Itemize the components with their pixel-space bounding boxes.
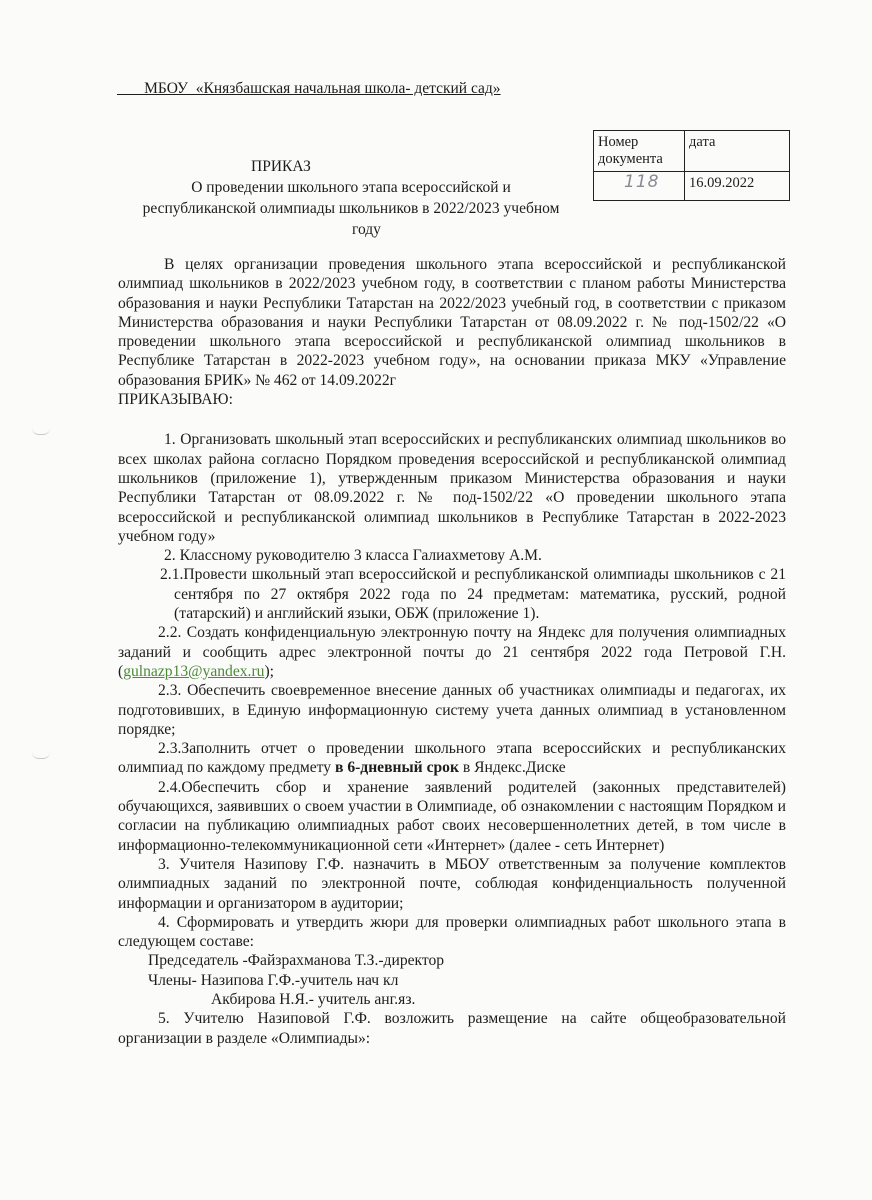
doc-number-header: Номер документа [594, 131, 685, 172]
report-deadline: в 6-дневный срок [335, 759, 459, 777]
order-subject-line-3: году [352, 221, 381, 238]
order-subject-line-1: О проведении школьного этапа всероссийской и [191, 179, 511, 196]
punch-hole-mark [32, 752, 50, 759]
item-2-4: 2.4.Обеспечить сбор и хранение заявлений родителей (законных представителей) обучающихся, заявивших о своем участии в Олимпиаде, об ознакомлении с настоящим Порядком и согласии на публикацию олимпиадных работ своих несовершеннолетних детей, в том числе в информационно-телекоммуникационной сети «Интернет» (далее - сеть Интернет) [118, 778, 786, 854]
item-3: 3. Учителя Назипову Г.Ф. назначить в МБОУ ответственным за получение комплектов олимпиадных заданий по электронной почте, соблюдая конфиденциальность полученной информации и организатором в аудитории; [118, 855, 786, 912]
report-text-end: в Яндекс.Диске [458, 759, 566, 777]
jury-chair: Председатель -Файзрахманова Т.З.-директор [148, 952, 445, 970]
jury-members: Члены- Назипова Г.Ф.-учитель нач кл [148, 971, 399, 989]
handwritten-doc-number: 118 [624, 172, 660, 192]
item-2-1: 2.1.Провести школьный этап всероссийской и республиканской олимпиады школьников с 21 сентября по 27 октября 2022 года по 24 предметам: математика, русский, родной (татарский) и английский языки, ОБЖ (приложение 1). [160, 566, 786, 623]
order-title-block [112, 156, 590, 240]
doc-date-header: дата [685, 131, 790, 172]
preamble-paragraph: В целях организации проведения школьного этапа всероссийской и республиканской олимпиад школьников в 2022/2023 учебном году, в соответствии с планом работы Министерства образования и науки Республики Татарстан на 2022/2023 учебный год, в соответствии с приказом Министерства образования и науки Республики Татарстан от 08.09.2022 г. № под-1502/22 «О проведении школьного этапа всероссийской и республиканской олимпиад школьников в Республике Татарстан в 2022-2023 учебном году», на основании приказа МКУ «Управление образования БРИК» № 462 от 14.09.2022г [118, 256, 786, 389]
item-2-2-text: 2.2. Создать конфиденциальную электронную почту на Яндекс для получения олимпиадных заданий и сообщить адрес электронной почты до 21 сентября 2022 года Петровой Г.Н. ( [118, 624, 786, 680]
organization-header: МБОУ «Князбашская начальная школа- детский сад» [117, 80, 501, 97]
doc-number-cell [594, 172, 685, 201]
order-body [118, 255, 786, 1048]
item-4: 4. Сформировать и утвердить жюри для проверки олимпиадных работ школьного этапа в следующем составе: [118, 913, 786, 951]
order-subject-line-2: республиканской олимпиады школьников в 2022/2023 учебном [142, 200, 560, 217]
order-word: ПРИКАЗЫВАЮ: [118, 391, 233, 409]
item-2-2-end: ); [264, 662, 274, 680]
item-2-3: 2.3. Обеспечить своевременное внесение данных об участниках олимпиады и педагогах, их подготовивших, в Единую информационную систему учета данных олимпиад в установленном порядке; [118, 682, 786, 738]
item-2-3-report [118, 739, 786, 778]
doc-date-value: 16.09.2022 [685, 172, 790, 201]
item-1: 1. Организовать школьный этап всероссийских и республиканских олимпиад школьников во всех школах района согласно Порядком проведения всероссийской и республиканской олимпиад школьников (приложение 1), утвержденным приказом Министерства образования и науки Республики Татарстан от 08.09.2022 г. № под-1502/22 «О проведении школьного этапа всероссийской и республиканской олимпиад школьников в Республике Татарстан в 2022-2023 учебном году» [118, 431, 786, 545]
order-heading: ПРИКАЗ [251, 158, 311, 175]
email-link[interactable]: gulnazp13@yandex.ru [123, 662, 265, 680]
item-2-2 [118, 623, 786, 681]
item-2: 2. Классному руководителю 3 класса Галиахметову А.М. [164, 547, 542, 565]
report-text: 2.3.Заполнить отчет о проведении школьного этапа всероссийских и республиканских олимпиад по каждому предмету [118, 740, 786, 777]
jury-member-2: Акбирова Н.Я.- учитель анг.яз. [211, 990, 416, 1008]
document-number-table [593, 130, 790, 201]
punch-hole-mark [32, 428, 50, 435]
item-5: 5. Учителю Назиповой Г.Ф. возложить размещение на сайте общеобразовательной организации в разделе «Олимпиады»: [118, 1010, 786, 1047]
